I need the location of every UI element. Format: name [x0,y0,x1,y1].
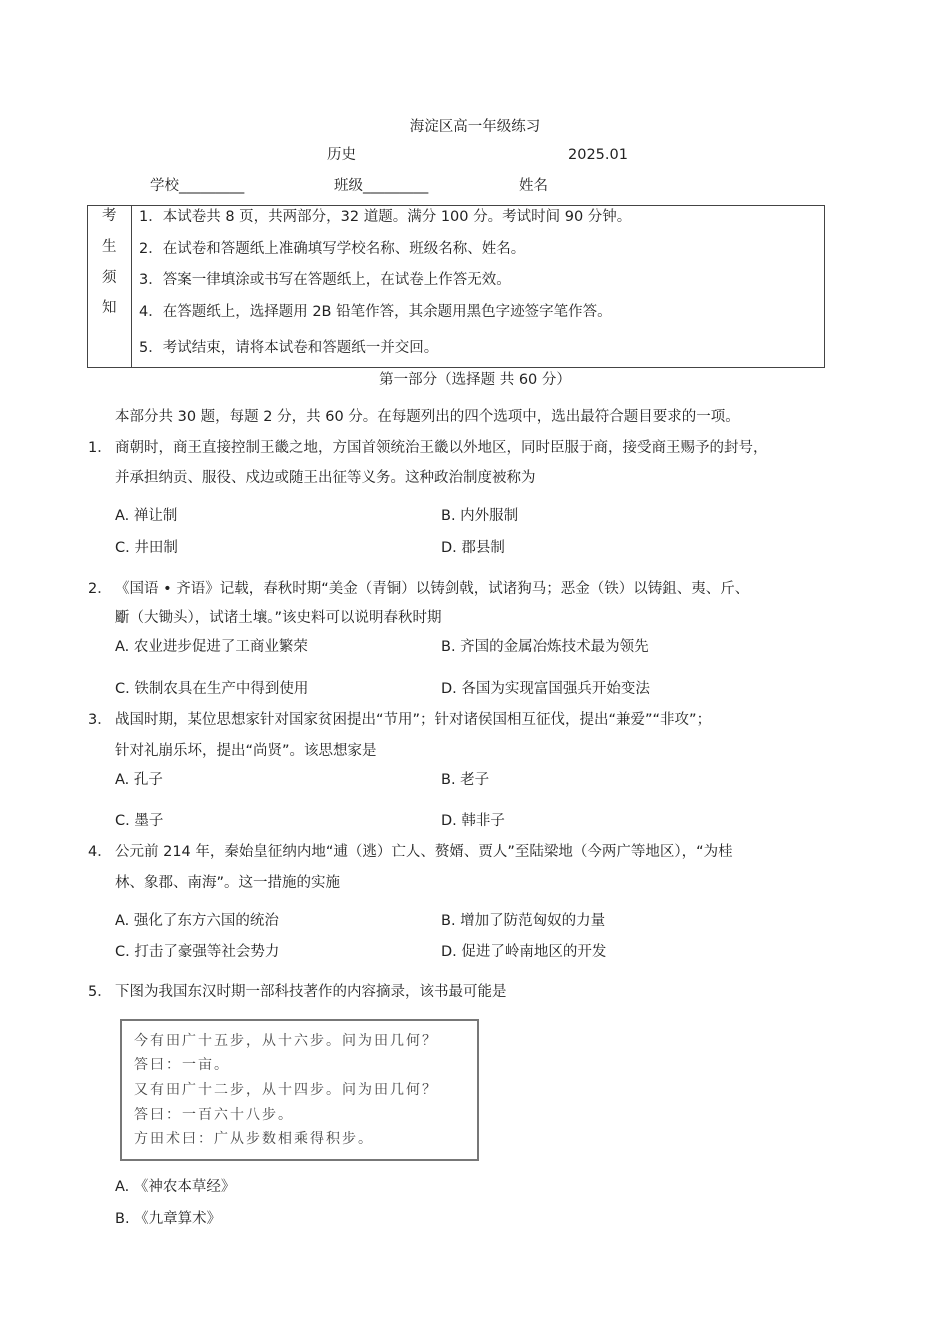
excerpt-line: 答曰：一百六十八步。 [134,1107,294,1123]
question-text: 商朝时，商王直接控制王畿之地，方国首领统治王畿以外地区，同时臣服于商，接受商王赐予的封号， [115,440,768,456]
option-c[interactable]: C. 井田制 [115,540,178,556]
notice-item: 4．在答题纸上，选择题用 2B 铅笔作答，其余题用黑色字迹签字笔作答。 [139,304,612,320]
side-char: 生 [102,239,117,255]
notice-item: 1．本试卷共 8 页，共两部分，32 道题。满分 100 分。考试时间 90 分钟。 [139,209,632,225]
option-a[interactable]: A. 强化了东方六国的统治 [115,913,279,929]
option-a[interactable]: A. 禅让制 [115,508,178,524]
exam-date: 2025.01 [568,147,628,163]
notice-item: 5．考试结束，请将本试卷和答题纸一并交回。 [139,340,439,356]
option-d[interactable]: D. 各国为实现富国强兵开始变法 [441,681,650,697]
excerpt-line: 今有田广十五步，从十六步。问为田几何？ [134,1033,438,1049]
question-number: 5． [88,984,112,1000]
subject: 历史 [327,147,356,163]
option-b[interactable]: B. 齐国的金属冶炼技术最为领先 [441,639,649,655]
question-number: 1． [88,440,112,456]
excerpt-image-box [120,1019,479,1161]
question-text: 公元前 214 年，秦始皇征纳内地“逋（逃）亡人、赘婿、贾人”至陆梁地（今两广等地区），“为桂 [115,844,733,860]
side-char: 须 [102,270,117,286]
option-d[interactable]: D. 郡县制 [441,540,505,556]
notice-side-label [88,206,132,367]
class-field[interactable]: 班级_________ [334,178,429,194]
excerpt-line: 答曰：一亩。 [134,1057,230,1073]
option-d[interactable]: D. 促进了岭南地区的开发 [441,944,607,960]
question-text: 下图为我国东汉时期一部科技著作的内容摘录，该书最可能是 [115,984,507,1000]
option-c[interactable]: C. 铁制农具在生产中得到使用 [115,681,309,697]
question-number: 3． [88,712,112,728]
question-text: 斸（大锄头），试诸土壤。”该史料可以说明春秋时期 [115,610,442,626]
option-a[interactable]: A. 农业进步促进了工商业繁荣 [115,639,308,655]
option-c[interactable]: C. 打击了豪强等社会势力 [115,944,280,960]
excerpt-line: 又有田广十二步，从十四步。问为田几何？ [134,1082,438,1098]
school-field[interactable]: 学校_________ [150,178,245,194]
option-b[interactable]: B. 内外服制 [441,508,519,524]
option-a[interactable]: A. 《神农本草经》 [115,1179,236,1195]
option-d[interactable]: D. 韩非子 [441,813,505,829]
part1-heading: 第一部分（选择题 共 60 分） [379,372,571,388]
notice-item: 2．在试卷和答题纸上准确填写学校名称、班级名称、姓名。 [139,241,526,257]
part1-intro: 本部分共 30 题，每题 2 分，共 60 分。在每题列出的四个选项中，选出最符合题目要求的一项。 [115,409,740,425]
exam-title: 海淀区高一年级练习 [409,119,541,135]
name-field[interactable]: 姓名 [519,178,548,194]
side-char: 考 [102,208,117,224]
excerpt-line: 方田术曰：广从步数相乘得积步。 [134,1131,374,1147]
exam-notice-box [87,205,825,368]
question-number: 4． [88,844,112,860]
question-number: 2． [88,581,112,597]
question-text: 《国语 • 齐语》记载，春秋时期“美金（青铜）以铸剑戟，试诸狗马；恶金（铁）以铸鉏、夷、斤、 [115,581,750,597]
question-text: 林、象郡、南海”。这一措施的实施 [115,875,341,891]
option-b[interactable]: B. 增加了防范匈奴的力量 [441,913,606,929]
option-b[interactable]: B. 《九章算术》 [115,1211,222,1227]
question-text: 针对礼崩乐坏，提出“尚贤”。该思想家是 [115,743,377,759]
option-b[interactable]: B. 老子 [441,772,490,788]
option-a[interactable]: A. 孔子 [115,772,163,788]
question-text: 并承担纳贡、服役、戍边或随王出征等义务。这种政治制度被称为 [115,470,536,486]
side-char: 知 [102,300,117,316]
notice-item: 3．答案一律填涂或书写在答题纸上，在试卷上作答无效。 [139,272,511,288]
option-c[interactable]: C. 墨子 [115,813,164,829]
question-text: 战国时期，某位思想家针对国家贫困提出“节用”；针对诸侯国相互征伐，提出“兼爱”“非攻”； [115,712,712,728]
